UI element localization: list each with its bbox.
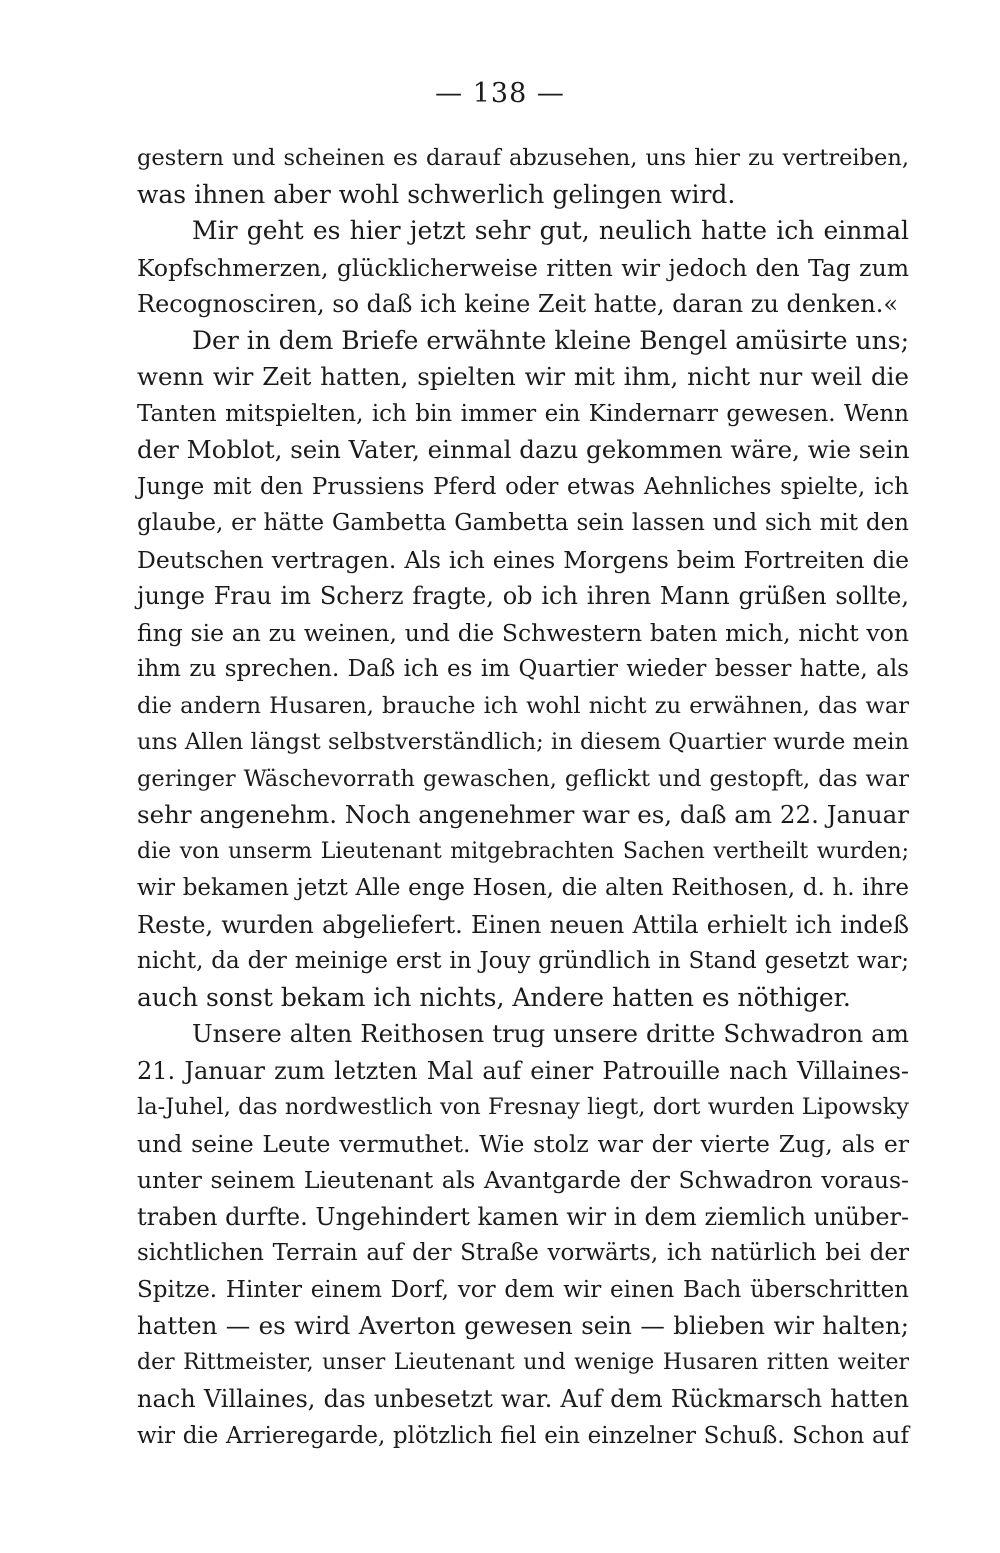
text-line: die andern Husaren, brauche ich wohl nicht zu erwähnen, das war [137, 692, 909, 719]
text-line: Deutschen vertragen. Als ich eines Morgens beim Fortreiten die [137, 545, 909, 574]
text-line: Kopfschmerzen, glücklicherweise ritten wir jedoch den Tag zum [137, 253, 909, 282]
text-line: Junge mit den Prussiens Pferd oder etwas Aehnliches spielte, ich [137, 473, 909, 500]
text-line: Reste, wurden abgeliefert. Einen neuen Attila erhielt ich indeß [137, 910, 909, 939]
text-line: Recognosciren, so daß ich keine Zeit hatte, daran zu denken.« [137, 290, 899, 318]
text-line: uns Allen längst selbstverständlich; in diesem Quartier wurde mein [137, 729, 909, 755]
text-line: wir bekamen jetzt Alle enge Hosen, die alten Reithosen, d. h. ihre [137, 875, 909, 901]
text-line: geringer Wäschevorrath gewaschen, geflickt und gestopft, das war [137, 765, 909, 792]
text-line: traben durfte. Ungehindert kamen wir in dem ziemlich unüber- [137, 1202, 910, 1231]
text-line: hatten — es wird Averton gewesen sein — blieben wir halten; [137, 1311, 909, 1340]
text-line: nach Villaines, das unbesetzt war. Auf dem Rückmarsch hatten [137, 1385, 909, 1413]
text-line: Der in dem Briefe erwähnte kleine Bengel amüsirte uns; [192, 325, 909, 355]
page-number: — 138 — [435, 78, 565, 109]
text-line: Mir geht es hier jetzt sehr gut, neulich hatte ich einmal [192, 216, 909, 245]
text-line: sehr angenehm. Noch angenehmer war es, daß am 22. Januar [137, 800, 909, 829]
text-line: Tanten mitspielten, ich bin immer ein Kindernarr gewesen. Wenn [137, 400, 909, 427]
body-text [137, 140, 909, 1454]
text-line: glaube, er hätte Gambetta Gambetta sein lassen und sich mit den [137, 510, 909, 536]
text-line: wir die Arrieregarde, plötzlich fiel ein einzelner Schuß. Schon auf [137, 1422, 909, 1449]
text-line: Unsere alten Reithosen trug unsere dritte Schwadron am [192, 1019, 909, 1048]
text-line: wenn wir Zeit hatten, spielten wir mit ihm, nicht nur weil die [137, 362, 909, 391]
text-line: nicht, da der meinige erst in Jouy gründlich in Stand gesetzt war; [137, 948, 909, 974]
text-line: der Moblot, sein Vater, einmal dazu gekommen wäre, wie sein [137, 435, 910, 464]
text-line: junge Frau im Scherz fragte, ob ich ihren Mann grüßen sollte, [137, 582, 909, 610]
text-line: gestern und scheinen es darauf abzusehen, uns hier zu vertreiben, [137, 145, 909, 171]
text-line: was ihnen aber wohl schwerlich gelingen wird. [137, 179, 736, 209]
text-line: und seine Leute vermuthet. Wie stolz war der vierte Zug, als er [137, 1129, 909, 1158]
text-line: die von unserm Lieutenant mitgebrachten Sachen vertheilt wurden; [137, 838, 909, 864]
text-line: 21. Januar zum letzten Mal auf einer Patrouille nach Villaines- [137, 1056, 909, 1085]
text-line: ihm zu sprechen. Daß ich es im Quartier wieder besser hatte, als [137, 656, 909, 682]
text-line: fing sie an zu weinen, und die Schwestern baten mich, nicht von [137, 618, 909, 647]
text-line: la-Juhel, das nordwestlich von Fresnay liegt, dort wurden Lipowsky [137, 1094, 909, 1120]
text-line: unter seinem Lieutenant als Avantgarde der Schwadron voraus- [137, 1166, 909, 1194]
text-line: Spitze. Hinter einem Dorf, vor dem wir einen Bach überschritten [137, 1276, 909, 1303]
text-line: auch sonst bekam ich nichts, Andere hatten es nöthiger. [137, 982, 851, 1012]
text-line: sichtlichen Terrain auf der Straße vorwärts, ich natürlich bei der [137, 1240, 909, 1266]
text-line: der Rittmeister, unser Lieutenant und wenige Husaren ritten weiter [137, 1349, 909, 1375]
